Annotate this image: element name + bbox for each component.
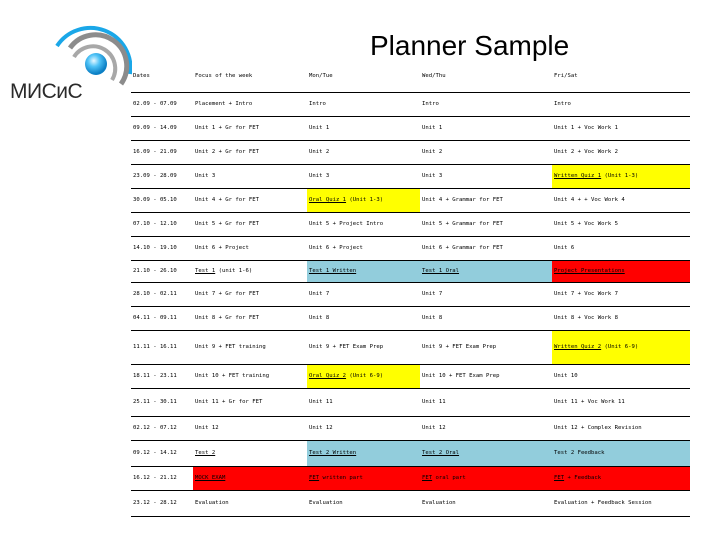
table-cell [193,306,307,330]
cell-text: Unit 7 [309,291,330,297]
table-cell [307,306,420,330]
table-cell [307,440,420,466]
cell-text: 14.10 - 19.10 [133,245,177,251]
table-row [131,490,690,516]
table-cell [420,306,552,330]
table-cell [420,388,552,416]
cell-text: Unit 10 [554,373,578,379]
cell-text: (Unit 6-9) [601,344,639,350]
table-cell [420,364,552,388]
table-cell [307,140,420,164]
cell-text: 23.09 - 28.09 [133,173,177,179]
table-cell [420,490,552,516]
table-cell [131,490,193,516]
table-cell [131,116,193,140]
table-cell [552,466,690,490]
table-cell [552,236,690,260]
table-cell [307,260,420,282]
table-cell [131,164,193,188]
cell-text: Unit 6 + Grammar for FET [422,245,503,251]
cell-text: Placement + Intro [195,101,253,107]
cell-text: Intro [309,101,326,107]
cell-text: 16.12 - 21.12 [133,475,177,481]
table-cell [420,466,552,490]
cell-text: Unit 3 [422,173,443,179]
cell-text: Unit 12 + Complex Revision [554,425,642,431]
table-cell [307,164,420,188]
cell-text: (unit 1-6) [215,268,253,274]
table-cell [193,416,307,440]
cell-text: 02.12 - 07.12 [133,425,177,431]
cell-text: Unit 7 + Voc Work 7 [554,291,618,297]
table-cell [193,490,307,516]
table-cell [420,282,552,306]
table-cell [307,490,420,516]
table-cell [193,388,307,416]
table-cell [552,440,690,466]
table-cell [552,260,690,282]
table-body [131,92,690,516]
cell-text: 30.09 - 05.10 [133,197,177,203]
cell-text: Unit 2 [422,149,443,155]
table-row [131,282,690,306]
cell-text: Test 2 Feedback [554,450,605,456]
table-cell [307,92,420,116]
misis-logo [4,22,132,102]
cell-text: Unit 3 [195,173,216,179]
table-cell [131,188,193,212]
underlined-text: Test 2 Oral [422,450,460,456]
cell-text: Unit 11 + Voc Work 11 [554,399,625,405]
cell-text: 07.10 - 12.10 [133,221,177,227]
cell-text: (Unit 1-3) [601,173,639,179]
cell-text: Unit 8 + Voc Work 8 [554,315,618,321]
table-cell [420,260,552,282]
table-cell [307,236,420,260]
cell-text: Evaluation [309,500,343,506]
cell-text: Intro [554,101,571,107]
table-cell [131,416,193,440]
table-cell [193,466,307,490]
cell-text: oral part [432,475,466,481]
cell-text: Unit 5 + Voc Work 5 [554,221,618,227]
table-cell [307,364,420,388]
cell-text: Evaluation [422,500,456,506]
table-cell [131,212,193,236]
table-cell [307,330,420,364]
cell-text: Unit 1 [309,125,330,131]
column-header: Wed/Thu [420,61,552,92]
table-cell [307,466,420,490]
table-row [131,116,690,140]
table-row [131,416,690,440]
table-row [131,236,690,260]
planner-table-container [131,61,690,517]
table-cell [552,164,690,188]
table-cell [420,140,552,164]
table-cell [552,306,690,330]
table-cell [193,330,307,364]
cell-text: Unit 7 [422,291,443,297]
cell-text: 16.09 - 21.09 [133,149,177,155]
table-cell [552,364,690,388]
table-cell [307,388,420,416]
cell-text: Unit 8 [309,315,330,321]
cell-text: 28.10 - 02.11 [133,291,177,297]
cell-text: Unit 4 + Grammar for FET [422,197,503,203]
table-row [131,466,690,490]
column-header: Fri/Sat [552,61,690,92]
cell-text: Unit 11 [309,399,333,405]
table-cell [131,260,193,282]
underlined-text: Test 1 Written [309,268,357,274]
table-cell [131,388,193,416]
cell-text: Unit 6 + Project [309,245,363,251]
cell-text: 23.12 - 28.12 [133,500,177,506]
table-cell [552,282,690,306]
underlined-text: Written Quiz 1 [554,173,602,179]
page-title: Planner Sample [370,30,570,61]
underlined-text: MOCK EXAM [195,475,226,481]
cell-text: Unit 1 [422,125,443,131]
cell-text: 09.09 - 14.09 [133,125,177,131]
cell-text: Intro [422,101,439,107]
underlined-text: FET [422,475,433,481]
table-cell [193,440,307,466]
underlined-text: FET [554,475,565,481]
cell-text: Unit 1 + Gr for FET [195,125,259,131]
cell-text: Unit 12 [195,425,219,431]
table-cell [420,416,552,440]
cell-text: Unit 8 [422,315,443,321]
table-cell [131,466,193,490]
table-cell [420,92,552,116]
cell-text: Unit 7 + Gr for FET [195,291,259,297]
cell-text: Unit 1 + Voc Work 1 [554,125,618,131]
table-cell [131,140,193,164]
table-cell [552,140,690,164]
cell-text: 11.11 - 16.11 [133,344,177,350]
table-cell [307,212,420,236]
table-cell [131,330,193,364]
table-cell [420,188,552,212]
cell-text: 02.09 - 07.09 [133,101,177,107]
cell-text: 04.11 - 09.11 [133,315,177,321]
column-header: Mon/Tue [307,61,420,92]
table-cell [193,282,307,306]
logo-text: МИСиС [10,80,83,103]
table-row [131,260,690,282]
table-row [131,164,690,188]
cell-text: Unit 12 [309,425,333,431]
table-cell [307,188,420,212]
cell-text: Unit 6 + Project [195,245,249,251]
table-cell [193,212,307,236]
table-cell [131,236,193,260]
table-cell [193,92,307,116]
cell-text: Unit 11 [422,399,446,405]
table-cell [193,116,307,140]
table-row [131,364,690,388]
table-cell [307,282,420,306]
table-cell [131,282,193,306]
cell-text: Unit 9 + FET training [195,344,266,350]
underlined-text: Test 2 [195,450,216,456]
table-row [131,188,690,212]
cell-text: Unit 6 [554,245,575,251]
table-cell [131,364,193,388]
table-cell [552,92,690,116]
table-row [131,140,690,164]
table-cell [193,260,307,282]
cell-text: Unit 3 [309,173,330,179]
cell-text: Unit 4 + + Voc Work 4 [554,197,625,203]
cell-text: written part [319,475,363,481]
cell-text: Unit 2 [309,149,330,155]
table-cell [552,490,690,516]
planner-table [131,61,690,517]
table-cell [193,364,307,388]
table-cell [420,116,552,140]
underlined-text: Oral Quiz 2 [309,373,347,379]
cell-text: Unit 5 + Gr for FET [195,221,259,227]
cell-text: 18.11 - 23.11 [133,373,177,379]
cell-text: Unit 12 [422,425,446,431]
table-cell [193,236,307,260]
table-row [131,92,690,116]
column-header: Dates [131,61,193,92]
table-cell [420,236,552,260]
table-row [131,212,690,236]
table-cell [307,416,420,440]
table-cell [193,164,307,188]
cell-text: Evaluation [195,500,229,506]
table-cell [193,188,307,212]
table-cell [420,440,552,466]
underlined-text: Test 1 Oral [422,268,460,274]
cell-text: Evaluation + Feedback Session [554,500,652,506]
table-cell [307,116,420,140]
table-cell [552,388,690,416]
table-row [131,330,690,364]
underlined-text: Test 2 Written [309,450,357,456]
table-cell [552,416,690,440]
table-row [131,306,690,330]
table-header-row [131,61,690,92]
cell-text: Unit 9 + FET Exam Prep [309,344,384,350]
table-cell [420,330,552,364]
table-cell [131,440,193,466]
cell-text: Unit 5 + Grammar for FET [422,221,503,227]
underlined-text: Oral Quiz 1 [309,197,347,203]
underlined-text: Written Quiz 2 [554,344,602,350]
cell-text: 09.12 - 14.12 [133,450,177,456]
cell-text: Unit 8 + Gr for FET [195,315,259,321]
underlined-text: Project Presentations [554,268,625,274]
cell-text: Unit 4 + Gr for FET [195,197,259,203]
table-cell [552,188,690,212]
column-header: Focus of the week [193,61,307,92]
cell-text: Unit 2 + Gr for FET [195,149,259,155]
table-cell [131,306,193,330]
table-cell [552,116,690,140]
cell-text: 21.10 - 26.10 [133,268,177,274]
table-cell [420,164,552,188]
table-cell [420,212,552,236]
cell-text: Unit 11 + Gr for FET [195,399,263,405]
cell-text: Unit 10 + FET training [195,373,270,379]
table-cell [552,212,690,236]
cell-text: Unit 2 + Voc Work 2 [554,149,618,155]
cell-text: (Unit 6-9) [346,373,384,379]
cell-text: Unit 10 + FET Exam Prep [422,373,500,379]
table-cell [193,140,307,164]
table-cell [131,92,193,116]
cell-text: Unit 9 + FET Exam Prep [422,344,497,350]
table-row [131,440,690,466]
table-cell [552,330,690,364]
cell-text: Unit 5 + Project Intro [309,221,384,227]
cell-text: 25.11 - 30.11 [133,399,177,405]
cell-text: (Unit 1-3) [346,197,384,203]
table-row [131,388,690,416]
cell-text: + Feedback [564,475,602,481]
underlined-text: Test 1 [195,268,216,274]
underlined-text: FET [309,475,320,481]
